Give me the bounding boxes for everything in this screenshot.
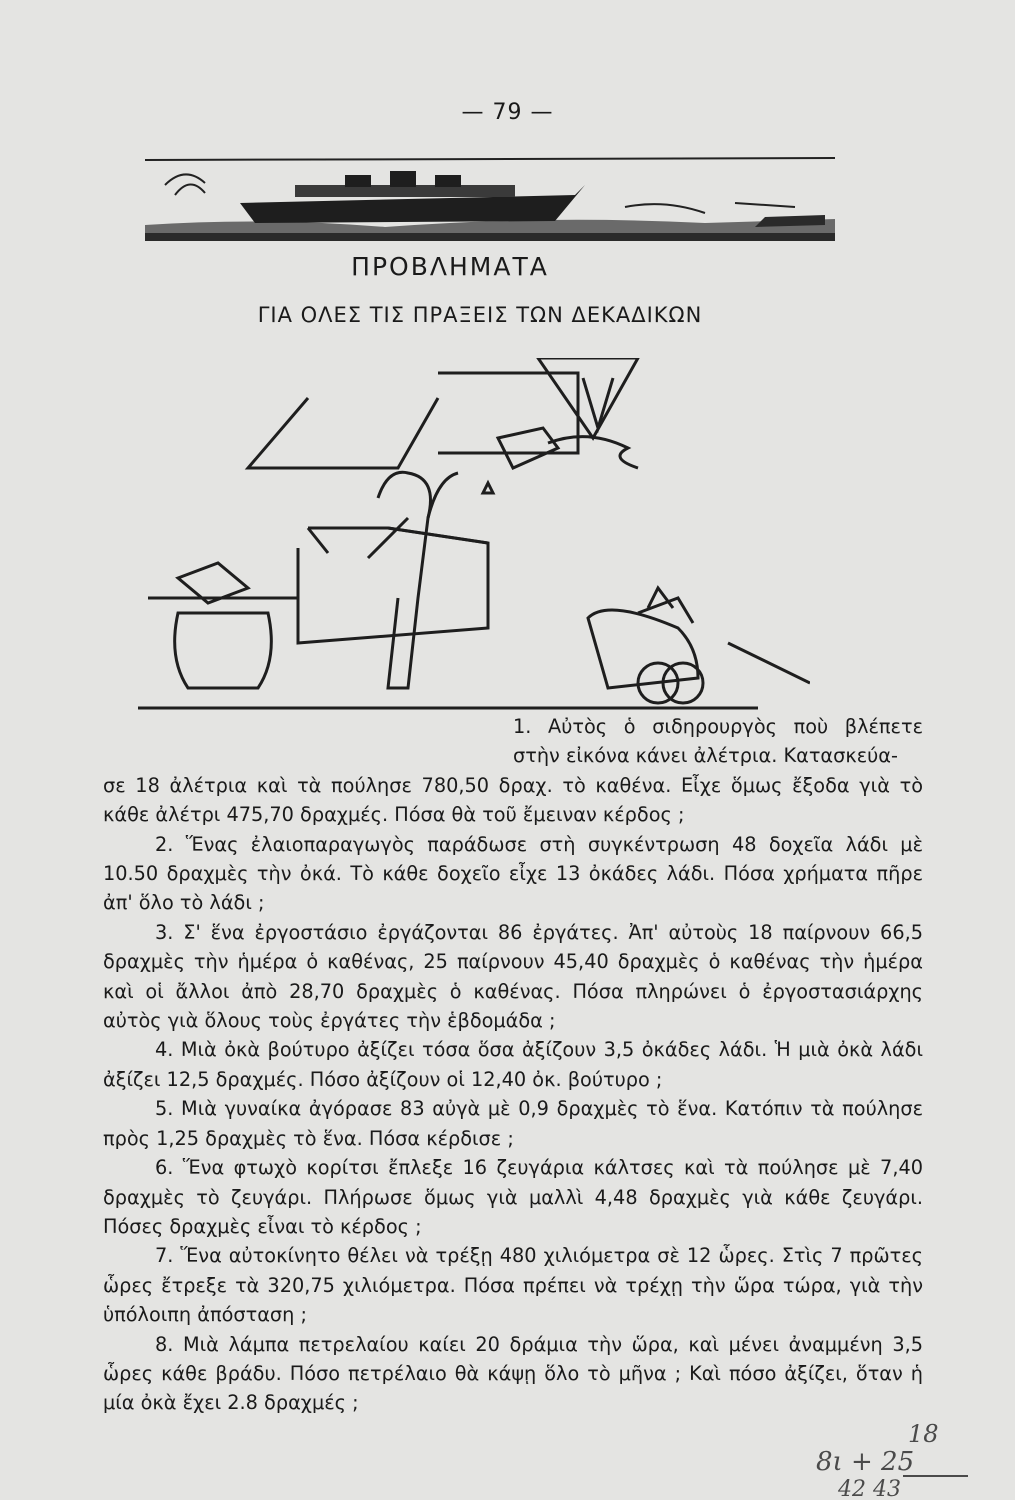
blacksmith-illustration [138,358,810,718]
pencil-top: 18 [908,1420,939,1448]
pencil-bottom: 42 43 [838,1477,901,1500]
pencil-middle: 8ι + 25 [816,1447,915,1477]
problem-4: 4. Μιὰ ὀκὰ βούτυρο ἀξίζει τόσα ὅσα ἀξίζουν 3,5 ὀκάδες λάδι. Ἡ μιὰ ὀκὰ λάδι ἀξίζει 12,5 δραχμές. Πόσο ἀξίζουν οἱ 12,40 ὀκ. βούτυρο ; [103,1038,923,1091]
ship-illustration [145,155,835,245]
problem-1 [103,712,923,830]
page-number: — 79 — [461,100,554,125]
problem-2: 2. Ἕνας ἐλαιοπαραγωγὸς παράδωσε στὴ συγκέντρωση 48 δοχεῖα λάδι μὲ 10.50 δραχμὲς τὴν ὀκά. Τὸ κάθε δοχεῖο εἶχε 13 ὀκάδες λάδι. Πόσα χρήματα πῆρε ἀπ' ὅλο τὸ λάδι ; [103,832,923,915]
problem-8: 8. Μιὰ λάμπα πετρελαίου καίει 20 δράμια τὴν ὥρα, καὶ μένει ἀναμμένη 3,5 ὧρες κάθε βράδυ. Πόσο πετρέλαιο θὰ κάψῃ ὅλο τὸ μῆνα ; Καὶ πόσο ἀξίζει, ὅταν ἡ μία ὀκὰ ἔχει 2.8 δραχμές ; [103,1332,923,1415]
problem-6: 6. Ἕνα φτωχὸ κορίτσι ἔπλεξε 16 ζευγάρια κάλτσες καὶ τὰ πούλησε μὲ 7,40 δραχμὲς τὸ ζευγάρι. Πλήρωσε ὅμως γιὰ μαλλὶ 4,48 δραχμὲς γιὰ κάθε ζευγάρι. Πόσες δραχμὲς εἶναι τὸ κέρδος ; [103,1156,923,1238]
page-subtitle: ΓΙΑ ΟΛΕΣ ΤΙΣ ΠΡΑΞΕΙΣ ΤΩΝ ΔΕΚΑΔΙΚΩΝ [257,303,703,327]
pencil-annotation [808,1420,983,1500]
problem-3: 3. Σ' ἕνα ἐργοστάσιο ἐργάζονται 86 ἐργάτες. Ἀπ' αὐτοὺς 18 παίρνουν 66,5 δραχμὲς τὴν ἡμέρα ὁ καθένας, 25 παίρνουν 45,40 δραχμὲς ὁ καθένας τὴν ἡμέρα καὶ οἱ ἄλλοι ἀπὸ 28,70 δραχμὲς ὁ καθένας. Πόσα πληρώνει ὁ ἐργοστασιάρχης αὐτὸς γιὰ ὅλους τοὺς ἐργάτες τὴν ἑβδομάδα ; [103,920,923,1033]
problem-1-text-a: 1. Αὐτὸς ὁ σιδηρουργὸς ποὺ βλέπετε στὴν εἰκόνα κάνει ἀλέτρια. Κατασκεύα- [513,715,923,768]
problems-list [103,712,923,1418]
problem-1-text-b: σε 18 ἀλέτρια καὶ τὰ πούλησε 780,50 δραχ. τὸ καθένα. Εἶχε ὅμως ἔξοδα γιὰ τὸ κάθε ἀλέτρι 475,70 δραχμές. Πόσα θὰ τοῦ ἔμειναν κέρδος ; [103,773,923,827]
problem-7: 7. Ἕνα αὐτοκίνητο θέλει νὰ τρέξῃ 480 χιλιόμετρα σὲ 12 ὧρες. Στὶς 7 πρῶτες ὧρες ἔτρεξε τὰ 320,75 χιλιόμετρα. Πόσα πρέπει νὰ τρέχῃ τὴν ὥρα τώρα, γιὰ τὴν ὑπόλοιπη ἀπόσταση ; [103,1244,923,1327]
page-title: ΠΡΟΒΛΗΜΑΤΑ [351,252,549,281]
problem-5: 5. Μιὰ γυναίκα ἀγόρασε 83 αὐγὰ μὲ 0,9 δραχμὲς τὸ ἕνα. Κατόπιν τὰ πούλησε πρὸς 1,25 δραχμὲς τὸ ἕνα. Πόσα κέρδισε ; [103,1097,923,1150]
